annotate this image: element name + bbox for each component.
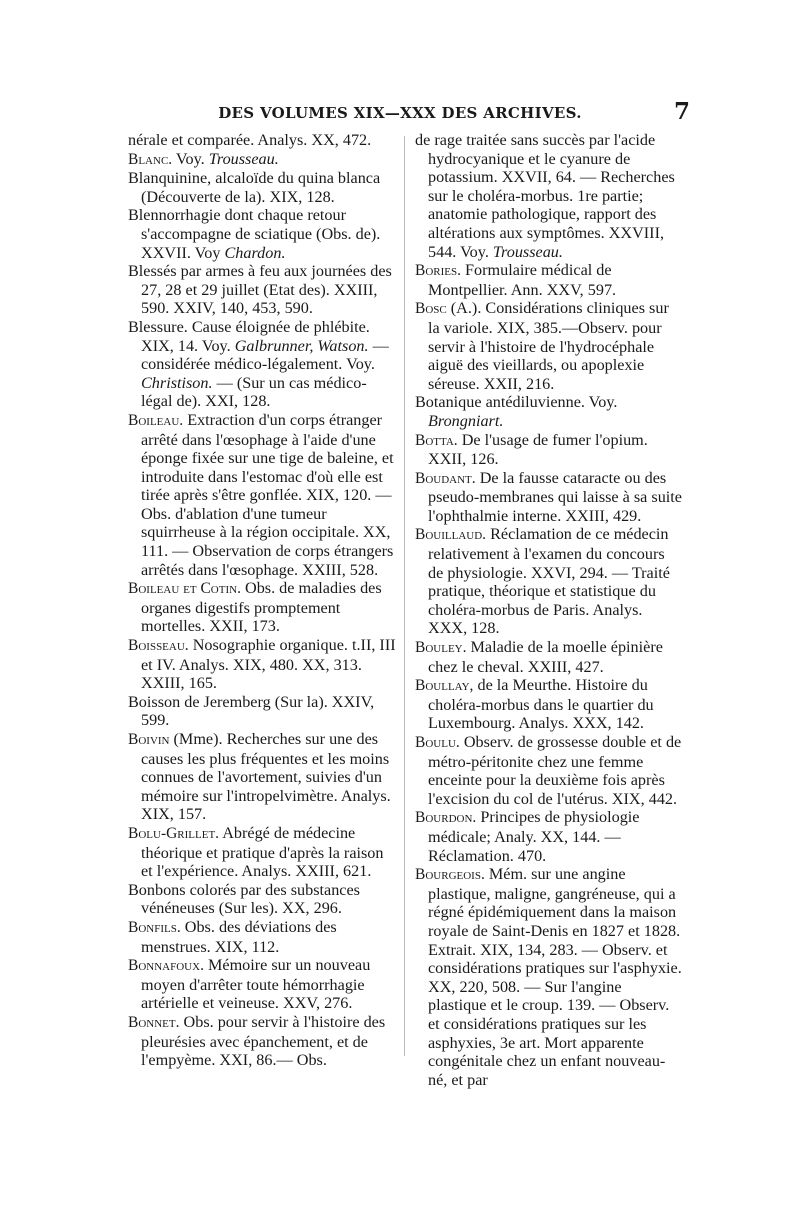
entry-text: Formulaire médical de Montpellier. Ann. XXV, 597.	[428, 261, 617, 299]
entry-author: Boisseau.	[128, 637, 189, 655]
entry-text: Maladie de la moelle épinière chez le cheval. XXIII, 427.	[428, 638, 663, 676]
entry-text: Extraction d'un corps étranger arrêté dans l'œsophage à l'aide d'une éponge fixée sur une tige de baleine, et introduite dans l'estomac d'où elle est tirée après s'être gonflée. XIX, 120. — Obs. d'ablation d'une tumeur squirrheuse à la région occipitale. XX, 111. — Observation de corps étrangers arrêtés dans l'œsophage. XXIII, 528.	[141, 410, 394, 579]
index-entry	[415, 525, 683, 638]
index-entry	[415, 299, 683, 393]
entry-crossref: Trousseau.	[208, 149, 279, 168]
index-entry	[415, 131, 683, 261]
entry-text: Mémoire sur un nouveau moyen d'arrêter toute hémorrhagie artérielle et veineuse. XXV, 276.	[141, 956, 371, 1013]
entry-text: de rage traitée sans succès par l'acide hydrocyanique et le cyanure de potassium. XXVII, 64. — Recherches sur le choléra-morbus. 1re partie; anatomie pathologique, rapport des altérations aux symptômes. XXVIII, 544. Voy.	[415, 131, 675, 261]
entry-author: Bolu-Grillet.	[128, 824, 220, 842]
index-entry	[415, 431, 683, 469]
index-entry	[128, 411, 396, 579]
right-column	[415, 131, 683, 1089]
entry-text: Blennorrhagie dont chaque retour s'accompagne de sciatique (Obs. de). XXVII. Voy	[128, 206, 381, 262]
running-title: DES VOLUMES XIX—XXX DES ARCHIVES.	[218, 104, 582, 122]
entry-text: De la fausse cataracte ou des pseudo-membranes qui laisse à sa suite l'ophthalmie interne. XXIII, 429.	[428, 468, 682, 525]
index-entry	[128, 131, 396, 150]
entry-text: (Mme). Recherches sur une des causes les plus fréquentes et les moins connues de l'avortement, suivies d'un mémoire sur l'intropelvimètre. Analys. XIX, 157.	[141, 730, 391, 824]
index-entry	[128, 730, 396, 824]
entry-text: de la Meurthe. Histoire du choléra-morbus dans le quartier du Luxembourg. Analys. XXX, 142.	[428, 676, 654, 733]
entry-text: Blessés par armes à feu aux journées des 27, 28 et 29 juillet (Etat des). XXIII, 590. XXIV, 140, 453, 590.	[128, 262, 392, 318]
entry-text: Obs. de maladies des organes digestifs promptement mortelles. XXII, 173.	[141, 579, 382, 636]
entry-text: Boisson de Jeremberg (Sur la). XXIV, 599.	[128, 692, 375, 730]
entry-crossref: Chardon.	[224, 243, 286, 262]
index-entry	[415, 638, 683, 676]
index-entry	[415, 676, 683, 733]
index-entry	[128, 881, 396, 918]
entry-text: Blessure. Cause éloignée de phlébite. XIX, 14. Voy.	[128, 317, 370, 355]
column-divider	[404, 136, 405, 1056]
entry-author: Bourgeois.	[415, 866, 485, 884]
index-entry	[128, 1013, 396, 1070]
entry-text: (A.). Considérations cliniques sur la variole. XIX, 385.—Observ. pour servir à l'histoire de l'hydrocéphale aiguë des vieillards, ou apoplexie séreuse. XXII, 216.	[428, 299, 669, 393]
entry-crossref: Trousseau.	[492, 242, 563, 261]
left-column	[128, 131, 396, 1070]
index-entry	[415, 393, 683, 430]
index-entry	[415, 469, 683, 526]
index-entry	[415, 733, 683, 808]
entry-author: Bonnafoux.	[128, 957, 204, 975]
entry-author: Bouillaud.	[415, 526, 487, 544]
entry-crossref: Brongniart.	[428, 411, 504, 430]
entry-author: Blanc.	[128, 150, 173, 168]
index-entry	[128, 693, 396, 730]
index-entry	[128, 169, 396, 206]
entry-text: Voy.	[172, 149, 209, 168]
entry-text: Mém. sur une angine plastique, maligne, gangréneuse, qui a régné épidémiquement dans la maison royale de Saint-Denis en 1827 et 1828. Extrait. XIX, 134, 283. — Observ. et considérations pratiques sur l'asphyxie. XX, 220, 508. — Sur l'angine plastique et le croup. 139. — Observ. et considérations pratiques sur les asphyxies, 3e art. Mort apparente congénitale chez un enfant nouveau-né, et par	[428, 865, 682, 1089]
index-entry	[128, 824, 396, 881]
entry-text: Obs. des déviations des menstrues. XIX, 112.	[141, 917, 337, 956]
index-entry	[128, 636, 396, 693]
entry-text: Nosographie organique. t.II, III et IV. Analys. XIX, 480. XX, 313. XXIII, 165.	[141, 636, 396, 693]
page-number: 7	[673, 98, 690, 125]
entry-author: Botta.	[415, 431, 458, 449]
index-entry	[128, 318, 396, 411]
entry-author: Boileau et Cotin.	[128, 580, 241, 598]
entry-author: Bonnet.	[128, 1013, 180, 1031]
index-entry	[128, 956, 396, 1013]
entry-text: Principes de physiologie médicale; Analy. XX, 144. — Réclamation. 470.	[428, 808, 640, 865]
entry-author: Bosc	[415, 300, 447, 318]
entry-text: Abrégé de médecine théorique et pratique d'après la raison et l'expérience. Analys. XXIII, 621.	[141, 823, 384, 881]
index-entry	[415, 865, 683, 1089]
index-entry	[415, 261, 683, 299]
entry-text: Blanquinine, alcaloïde du quina blanca (Découverte de la). XIX, 128.	[128, 169, 381, 206]
entry-text: De l'usage de fumer l'opium. XXII, 126.	[428, 430, 648, 469]
entry-author: Boudant.	[415, 469, 476, 487]
entry-author: Bories.	[415, 262, 461, 280]
entry-text: nérale et comparée. Analys. XX, 472.	[128, 131, 372, 149]
entry-author: Bourdon.	[415, 809, 477, 827]
entry-text: — (Sur un cas médico-légal de). XXI, 128.	[141, 373, 367, 411]
index-entry	[128, 918, 396, 956]
entry-author: Boullay,	[415, 677, 474, 695]
entry-text: Réclamation de ce médecin relativement à l'examen du concours de physiologie. XXVI, 294. — Traité pratique, théorique et statistique du choléra-morbus de Paris. Analys. XXX, 128.	[428, 525, 670, 638]
index-entry	[128, 262, 396, 318]
entry-author: Bouley.	[415, 639, 467, 657]
entry-text: Bonbons colorés par des substances vénéneuses (Sur les). XX, 296.	[128, 880, 360, 918]
entry-crossref: Galbrunner, Watson.	[234, 336, 369, 355]
entry-crossref: Christison.	[141, 373, 213, 392]
entry-text: Observ. de grossesse double et de métro-péritonite chez une femme enceinte pour la deuxième fois après l'excision du col de l'utérus. XIX, 442.	[428, 733, 682, 808]
entry-text: — considérée médico-légalement. Voy.	[141, 336, 389, 374]
entry-text: Obs. pour servir à l'histoire des pleurésies avec épanchement, et de l'empyème. XXI, 86.— Obs.	[141, 1012, 386, 1070]
entry-author: Boivin	[128, 731, 170, 748]
index-entry	[128, 206, 396, 262]
entry-author: Bonfils.	[128, 918, 181, 936]
index-entry	[128, 150, 396, 170]
entry-text: Botanique antédiluvienne. Voy.	[415, 393, 618, 412]
index-entry	[128, 579, 396, 636]
index-entry	[415, 808, 683, 865]
entry-author: Boulu.	[415, 734, 460, 751]
entry-author: Boileau.	[128, 411, 184, 429]
running-head	[110, 98, 690, 128]
